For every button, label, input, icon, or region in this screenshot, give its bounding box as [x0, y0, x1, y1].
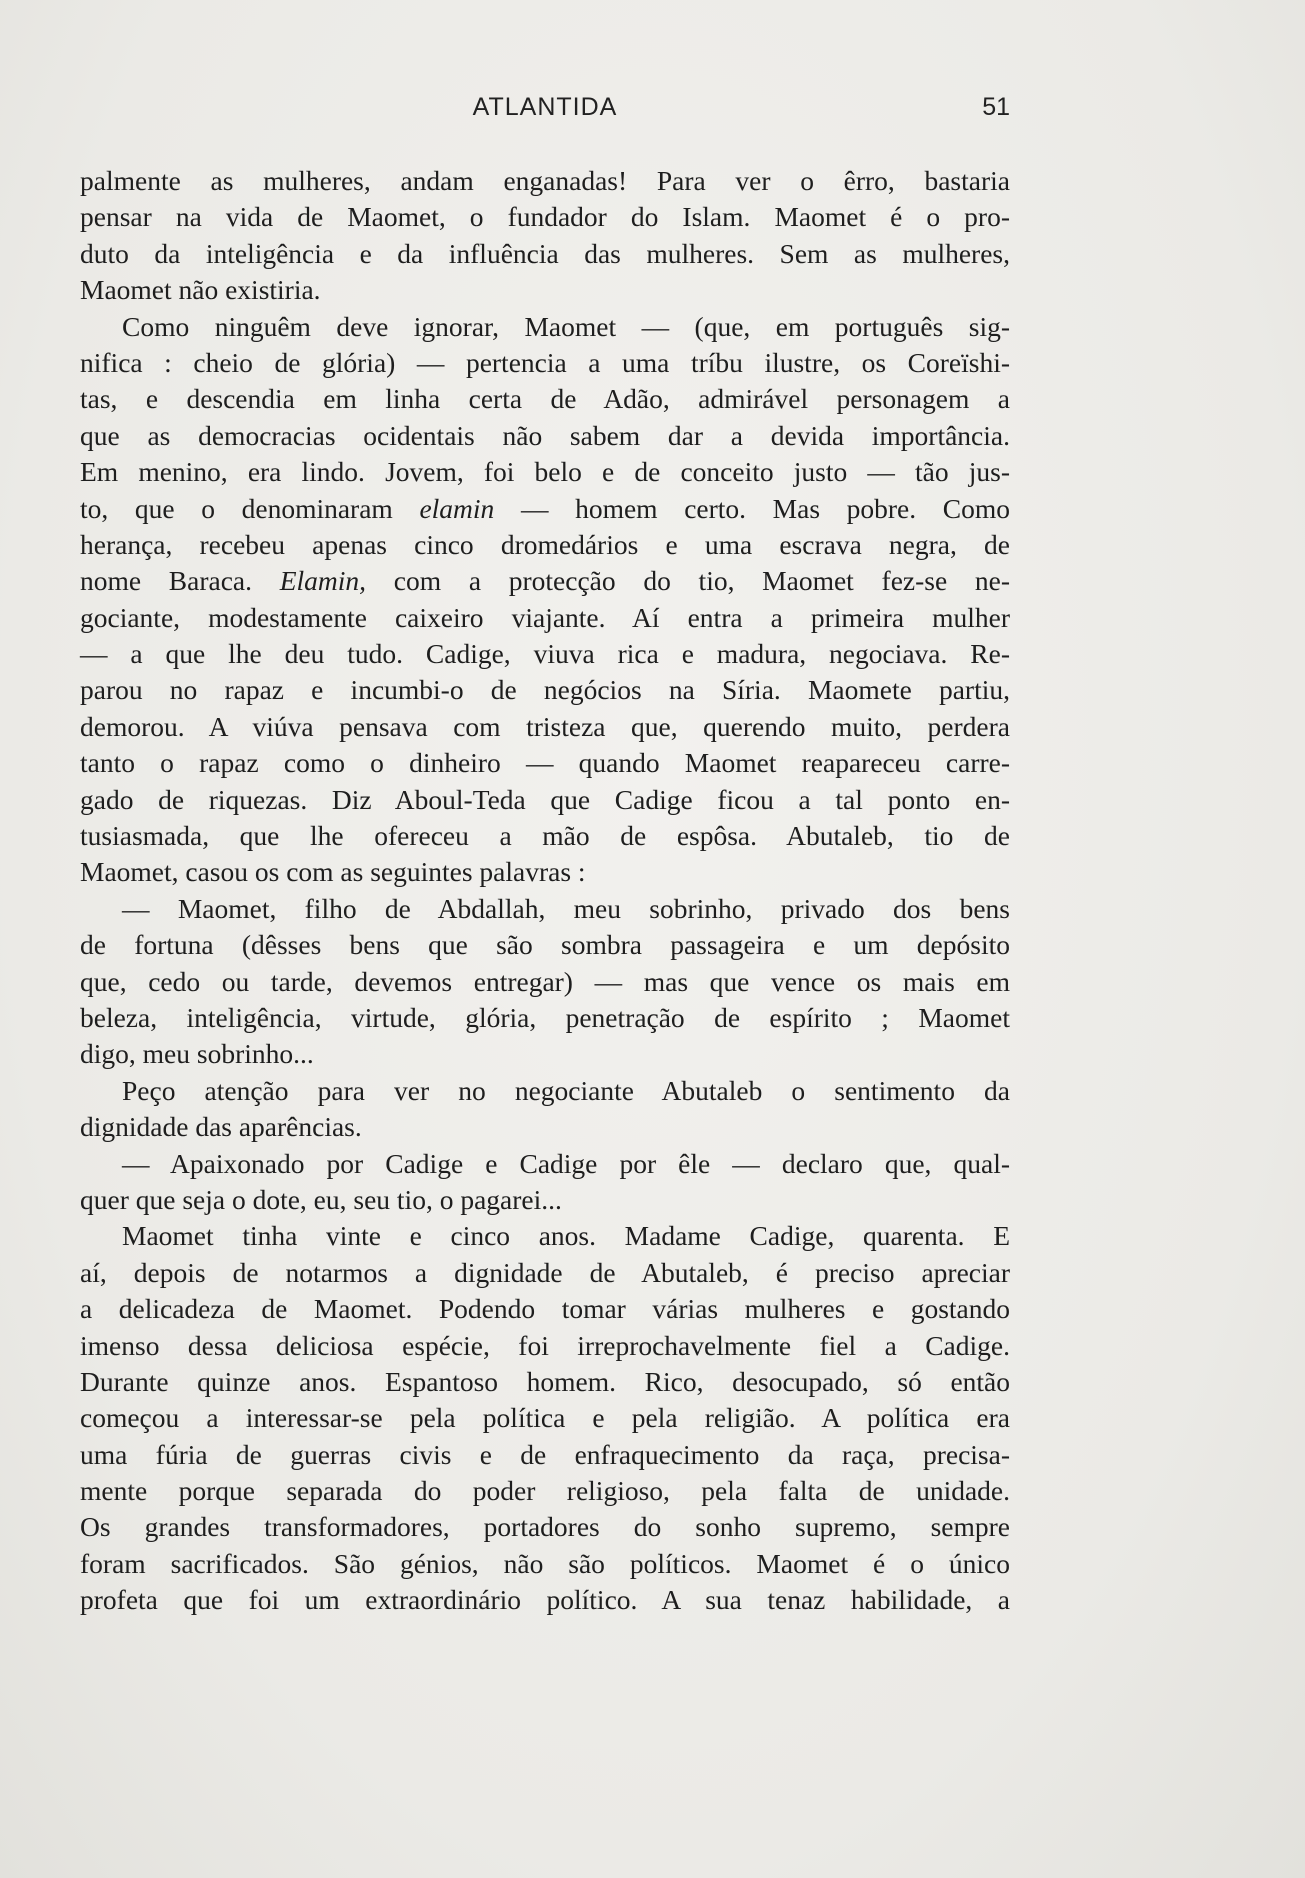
page-number: 51: [982, 93, 1010, 121]
text-segment: — homem certo. Mas pobre. Como: [494, 492, 1011, 524]
text-line: profeta que foi um extraordinário político. A sua tenaz habilidade, a: [80, 1584, 1010, 1616]
text-line: herança, recebeu apenas cinco dromedários e uma escrava negra, de: [80, 528, 1010, 560]
body-text: [80, 163, 1010, 1619]
text-line: beleza, inteligência, virtude, glória, penetração de espírito ; Maomet: [80, 1001, 1010, 1033]
text-line: imenso dessa deliciosa espécie, foi irreprochavelmente fiel a Cadige.: [80, 1329, 1010, 1361]
text-line: — Maomet, filho de Abdallah, meu sobrinho, privado dos bens: [122, 892, 1010, 924]
text-line: Maomet tinha vinte e cinco anos. Madame Cadige, quarenta. E: [122, 1220, 1010, 1252]
italic-term: Elamin,: [279, 565, 367, 597]
running-title: ATLANTIDA: [472, 93, 618, 121]
text-line: a delicadeza de Maomet. Podendo tomar várias mulheres e gostando: [80, 1293, 1010, 1325]
text-line: tusiasmada, que lhe ofereceu a mão de espôsa. Abutaleb, tio de: [80, 820, 1010, 852]
text-line: uma fúria de guerras civis e de enfraquecimento da raça, precisa-: [80, 1438, 1010, 1470]
text-line: tas, e descendia em linha certa de Adão, admirável personagem a: [80, 383, 1010, 415]
text-line: foram sacrificados. São génios, não são políticos. Maomet é o único: [80, 1547, 1010, 1579]
text-line: Como ninguêm deve ignorar, Maomet — (que, em português sig-: [122, 310, 1010, 342]
text-line: — Apaixonado por Cadige e Cadige por êle — declaro que, qual-: [122, 1147, 1010, 1179]
text-line: gado de riquezas. Diz Aboul-Teda que Cadige ficou a tal ponto en-: [80, 783, 1010, 815]
text-line: duto da inteligência e da influência das mulheres. Sem as mulheres,: [80, 237, 1010, 269]
text-segment: to, que o denominaram: [80, 492, 420, 524]
text-line: de fortuna (dêsses bens que são sombra passageira e um depósito: [80, 929, 1010, 961]
text-line: palmente as mulheres, andam enganadas! Para ver o êrro, bastaria: [80, 165, 1010, 196]
italic-term: elamin: [419, 492, 495, 524]
text-line: Em menino, era lindo. Jovem, foi belo e de conceito justo — tão jus-: [80, 456, 1010, 488]
text-line: Maomet não existiria.: [80, 274, 321, 306]
text-line: tanto o rapaz como o dinheiro — quando Maomet reapareceu carre-: [80, 747, 1010, 779]
text-segment: com a protecção do tio, Maomet fez-se ne-: [366, 565, 1010, 597]
text-line: aí, depois de notarmos a dignidade de Abutaleb, é preciso apreciar: [80, 1256, 1010, 1288]
text-line: [80, 491, 1010, 527]
text-line: [80, 563, 1010, 599]
text-line: dignidade das aparências.: [80, 1111, 362, 1143]
text-line: Maomet, casou os com as seguintes palavras :: [80, 856, 586, 888]
text-line: demorou. A viúva pensava com tristeza que, querendo muito, perdera: [80, 710, 1010, 742]
text-line: que as democracias ocidentais não sabem dar a devida importância.: [80, 419, 1010, 451]
text-line: digo, meu sobrinho...: [80, 1038, 314, 1070]
text-line: — a que lhe deu tudo. Cadige, viuva rica e madura, negociava. Re-: [80, 638, 1010, 670]
running-header: [80, 93, 1010, 127]
text-line: parou no rapaz e incumbi-o de negócios na Síria. Maomete partiu,: [80, 674, 1010, 706]
text-line: Os grandes transformadores, portadores do sonho supremo, sempre: [80, 1511, 1010, 1543]
text-line: pensar na vida de Maomet, o fundador do Islam. Maomet é o pro-: [80, 201, 1010, 233]
text-line: Peço atenção para ver no negociante Abutaleb o sentimento da: [122, 1074, 1010, 1106]
text-line: nifica : cheio de glória) — pertencia a uma tríbu ilustre, os Coreïshi-: [80, 346, 1010, 378]
text-line: quer que seja o dote, eu, seu tio, o pagarei...: [80, 1183, 562, 1215]
text-line: Durante quinze anos. Espantoso homem. Rico, desocupado, só então: [80, 1365, 1010, 1397]
text-line: mente porque separada do poder religioso, pela falta de unidade.: [80, 1475, 1010, 1507]
text-line: que, cedo ou tarde, devemos entregar) — mas que vence os mais em: [80, 965, 1010, 997]
text-segment: nome Baraca.: [80, 565, 280, 597]
text-line: gociante, modestamente caixeiro viajante. Aí entra a primeira mulher: [80, 601, 1010, 633]
text-line: começou a interessar-se pela política e pela religião. A política era: [80, 1402, 1010, 1434]
